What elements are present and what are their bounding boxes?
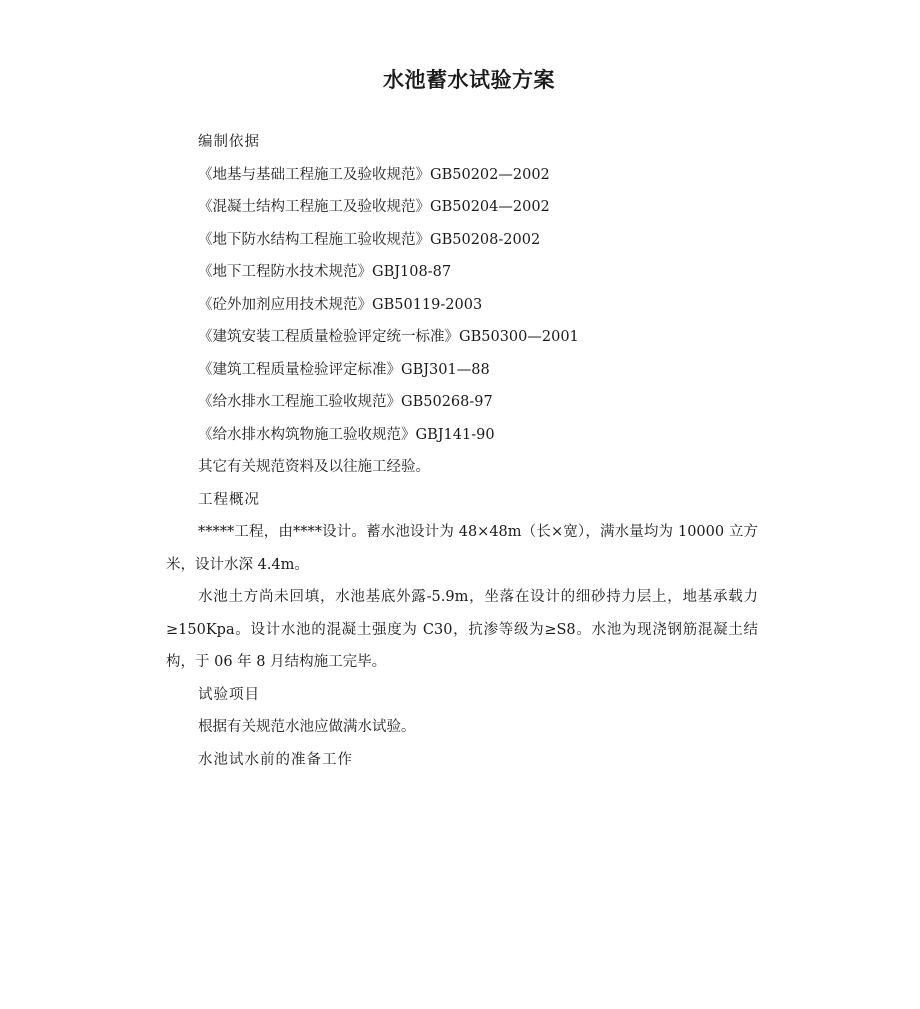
- overview-paragraph-2: 水池土方尚未回填，水池基底外露-5.9m，坐落在设计的细砂持力层上，地基承载力≥150Kpa。设计水池的混凝土强度为 C30，抗渗等级为≥S8。水池为现浇钢筋混凝土结构，于 06 年 8 月结构施工完毕。: [166, 589, 758, 670]
- document-body: [166, 126, 758, 776]
- basis-item-3: 《地下防水结构工程施工验收规范》GB50208-2002: [198, 231, 541, 248]
- basis-item-6: 《建筑安装工程质量检验评定统一标准》GB50300—2001: [198, 329, 579, 345]
- basis-item-5: 《砼外加剂应用技术规范》GB50119-2003: [198, 296, 483, 313]
- basis-item-9: 《给水排水构筑物施工验收规范》GBJ141-90: [198, 426, 495, 443]
- test-heading: 试验项目: [198, 686, 260, 703]
- prep-heading: 水池试水前的准备工作: [198, 751, 353, 768]
- basis-heading: 编制依据: [198, 134, 260, 150]
- document-title: 水池蓄水试验方案: [383, 68, 555, 92]
- basis-item-1: 《地基与基础工程施工及验收规范》GB50202—2002: [198, 166, 550, 183]
- basis-item-2: 《混凝土结构工程施工及验收规范》GB50204—2002: [198, 199, 550, 215]
- basis-item-7: 《建筑工程质量检验评定标准》GBJ301—88: [198, 361, 490, 378]
- basis-item-4: 《地下工程防水技术规范》GBJ108-87: [198, 264, 452, 280]
- overview-paragraph-1: *****工程，由****设计。蓄水池设计为 48×48m（长×宽），满水量均为 10000 立方米，设计水深 4.4m。: [166, 524, 758, 573]
- basis-other: 其它有关规范资料及以往施工经验。: [198, 459, 430, 475]
- overview-heading: 工程概况: [198, 491, 260, 508]
- basis-item-8: 《给水排水工程施工验收规范》GB50268-97: [198, 394, 493, 410]
- test-text: 根据有关规范水池应做满水试验。: [198, 719, 416, 735]
